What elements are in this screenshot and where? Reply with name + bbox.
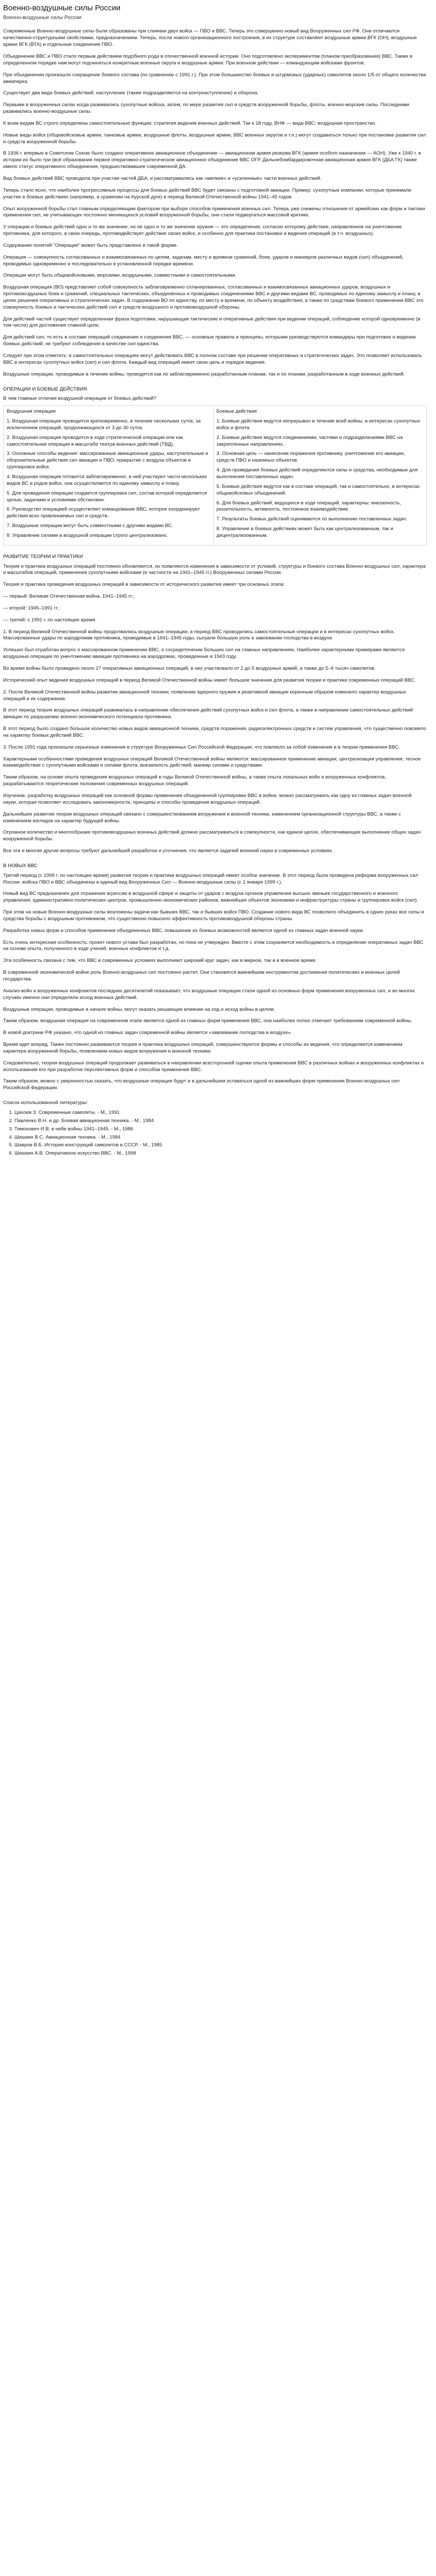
theory-paragraph: Все эти и многие другие вопросы требуют дальнейшей разработки и уточнения, что является задачей военной науки в современных условиях. xyxy=(3,848,334,854)
references-section xyxy=(3,1100,427,1157)
new-vvs-paragraph: Есть очень интересная особенность: проект нового устава был разработан, но пока не утвержден. Вместе с этим сохраняется необходимость в определении оперативных задач ВВС на основе опыта, полученного в ходе учений, военных конфликтов и т.д. xyxy=(3,939,424,952)
table-cell-line: 5. Для проведения операции создается группировка сил, состав которой определяется целью, задачами и условиями обстановки. xyxy=(7,490,207,503)
table-cell-line: 4. Для проведения боевых действий определяются силы и средства, необходимые для выполнения поставленных задач. xyxy=(216,467,418,480)
reference-item: 4. Шишкин В.С. Авиационная техника. - М., 1984 xyxy=(14,1134,427,1141)
theory-paragraph: Во время войны было проведено около 27 оперативных авиационных операций, в них участвовало от 2 до 5 воздушных армий, а также до 5–6 тысяч самолетов. xyxy=(3,666,376,672)
page-subtitle: Военно-воздушные силы России xyxy=(3,15,82,21)
intro-paragraph: Новые виды войск (общевойсковые армии, танковые армии, воздушные флоты, воздушные армии, ВВС военных округов и т.п.) могут создаваться только при постановке развития сил и средств вооруженной борьбы. xyxy=(3,132,426,145)
new-vvs-paragraph: Эта особенность связана с тем, что ВВС в современных условиях выполняют широкий круг задач, как в мирное, так и в военное время. xyxy=(3,958,317,964)
table-cell-line: 8. Управление силами в воздушной операции строго централизовано. xyxy=(7,532,168,538)
theory-paragraph: Таким образом, на основе опыта проведения воздушных операций в годы Великой Отечественной войны, а также опыта локальных войн и вооруженных конфликтов, разрабатываются теоретические положения современных воздушных операций. xyxy=(3,774,386,787)
theory-section xyxy=(3,554,427,855)
table-cell-line: 3. Основные способы ведения: массированные авиационные удары, наступательные и оборонительные действия сил авиации и ПВО, прикрытие с воздуха объектов и группировок войск. xyxy=(7,451,208,470)
theory-paragraph: 3. После 1991 года произошли серьезные изменения в структуре Вооруженных Сил Российской Федерации, что повлекло за собой изменения и в теории применения ВВС. xyxy=(3,744,400,750)
theory-paragraph: Теория и практика проведения воздушных операций в зависимости от исторического развития имеет три основных этапа: xyxy=(3,582,285,588)
section-heading: ОПЕРАЦИИ И БОЕВЫЕ ДЕЙСТВИЯ. xyxy=(3,386,89,392)
intro-paragraph: В 1936 г. впервые в Советском Союзе было создано оперативное авиационное объединение — авиационная армия резерва ВГК (армия особого назначения — АОН). Уже к 1940 г. в истории их было три (всё образование первое оперативно-стратегическое авиационное объединение ВВС ОГР. Дальнебомбардировочная авиационная армия ВГК (ДБА ГК) также имело статус оперативного объединения, предшествовавшее современной ДА. xyxy=(3,150,421,170)
reference-item: 6. Шишкин А.В. Оперативное искусство ВВС. - М., 1998 xyxy=(14,1150,427,1157)
operations-section xyxy=(3,386,427,546)
intro-paragraph: Следует при этом отметить: в самостоятельных операциях могут действовать ВВС в полном составе при решении оперативных и стратегических задач. Это позволяет использовать ВВС в интересах сухопутных войск (сил) и сил флота. Каждый вид операций имеет свою цель и порядок ведения. xyxy=(3,353,422,365)
combat-actions-column xyxy=(213,406,426,546)
theory-paragraph: 1. В период Великой Отечественной войны продолжились воздушные операции, в период ВВС проводились самостоятельные операции и в интересах сухопутных войск. Массированные удары по аэродромам противника, проводимые в 1941–1945 годы, сыграли большую роль в завоевании господства в воздухе. xyxy=(3,629,395,641)
table-cell-line: 4. Воздушная операция готовится заблаговременно, в ней участвуют части нескольких видов ВС и родов войск, она осуществляется по единому замыслу и плану. xyxy=(7,473,207,486)
theory-paragraph: — третий: с 1991 г. по настоящее время. xyxy=(3,617,97,623)
table-cell-line: 3. Основная цель — нанесение поражения противнику, уничтожение его авиации, средств ПВО и наземных объектов. xyxy=(216,451,405,464)
column-header: Боевые действия xyxy=(216,409,257,415)
section-question: В чем главные отличия воздушной операции от боевых действий? xyxy=(3,396,156,402)
table-row xyxy=(4,406,427,546)
table-cell-line: 2. Воздушная операция проводится в ходе стратегической операции или как самостоятельная операция в масштабе театра военных действий (ТВД). xyxy=(7,434,183,447)
page-title: Военно-воздушные силы России xyxy=(3,4,121,12)
new-vvs-paragraph: Воздушные операции, проводимые в начале войны, могут оказать решающее влияние на ход и исход войны в целом. xyxy=(3,1006,275,1012)
theory-paragraph: Изучение, разработку воздушных операций как основной формы применения объединенной группировки ВВС в войне, можно рассматривать как одну из главных задач военной науки, которая позволяет исследовать закономерности, принципы и способы проведения воздушных операций. xyxy=(3,792,412,805)
table-cell-line: 8. Управление в боевых действиях может быть как централизованным, так и децентрализованным. xyxy=(216,526,393,538)
new-vvs-section xyxy=(3,863,427,1092)
theory-paragraph: Успешно был отработан вопрос о массированном применении ВВС, о сосредоточении больших сил на главных направлениях. Наиболее характерными примерами являются воздушные операции по уничтожению авиации противника на аэродромах, проведенные в 1943 году. xyxy=(3,647,405,660)
table-cell-line: 7. Воздушные операции могут быть совместными с другими видами ВС. xyxy=(7,523,173,529)
operations-comparison-table xyxy=(3,405,427,546)
intro-paragraph: Для действий частей существует определенная фраза подготовки, нарушающая тактические и оперативные действия при ведении операций, соблюдение которой одновременно (в том числе) для достижения главной цели. xyxy=(3,316,421,329)
intro-paragraph: Содержание понятий "Операция" может быть представлено в такой форме. xyxy=(3,242,178,248)
operation-column xyxy=(4,406,214,546)
intro-paragraph: Воздушные операции, проводимые в течение войны, проводятся как по заблаговременно разработанным планам, так и по планам, разработанным в ходе военных действий. xyxy=(3,371,405,377)
theory-paragraph: В этот период теория воздушных операций развивалась в направлении обеспечения действий сухопутных войск и сил флота, а также в направлении самостоятельных действий авиации по разрушению военно-экономического потенциала противника. xyxy=(3,707,413,720)
new-vvs-paragraph: Третий период (с 1999 г. по настоящее время) развития теории и практики воздушных операций имеет особое значение. В этот период была проведена реформа вооруженных сил России: войска ПВО и ВВС объединены в единый вид Вооруженных Сил — Военно-воздушные силы (с 1 января 1999 г.). xyxy=(3,872,418,885)
intro-paragraph: Вид боевых действий ВВС проводила при участии частей ДБА, и рассматривались как «мелкие» и «усиленные» части военных действий. xyxy=(3,175,322,181)
intro-paragraph: Операции могут быть общевойсковыми, морскими, воздушными, совместными и самостоятельными. xyxy=(3,273,237,279)
table-cell-line: 2. Боевые действия ведутся соединениями, частями и подразделениями ВВС на закрепленных направлениях. xyxy=(216,434,403,447)
intro-paragraph: Существует два вида боевых действий: наступление (также подразделяются на контрнаступление) и оборона. xyxy=(3,90,259,96)
intro-paragraph: К всем видам ВС строго определены самостоятельные функции: стратегия ведения военных действий. Так к 18 году, ВНФ — вида ВВС: воздушная пространство. xyxy=(3,120,377,126)
theory-paragraph: — первый: Великая Отечественная война, 1941–1945 гг.; xyxy=(3,594,134,600)
intro-paragraph: Теперь стало ясно, что наиболее прогрессивные процессы для боевых действий ВВС будет связаны с подготовкой авиации. Пример: сухопутные компании, которые принимали участие в боевых действиях (например, в сражении на Курской дуге) в период Великой Отечественной войны 1941–45 годов. xyxy=(3,187,411,200)
new-vvs-paragraph: Таким образом, воздушная операция на современном этапе является одной из главных форм применения ВВС, она наиболее полно отвечает требованиям современной войны. xyxy=(3,1018,412,1024)
reference-item: 1. Цахоев З. Современные самолеты. - М., 1991 xyxy=(14,1110,427,1116)
table-cell-line: 6. Для боевых действий, ведущихся в ходе операций, характерны: внезапность, решительность, активность, постоянное взаимодействие. xyxy=(216,500,402,513)
theory-paragraph: 2. После Великой Отечественной войны развитие авиационной техники, появление ядерного оружия и реактивной авиации коренным образом изменило характер воздушных операций и их содержание. xyxy=(3,689,406,702)
reference-item: 5. Шавров В.Б. История конструкций самолетов в СССР. - М., 1985 xyxy=(14,1142,427,1149)
theory-paragraph: Дальнейшее развитие теории воздушных операций связано с совершенствованием вооружения и военной техники, изменением организационной структуры ВВС, а также с изменением взглядов на характер будущей войны. xyxy=(3,811,401,824)
new-vvs-paragraph: В современной экономической войне роль Военно-воздушных сил постоянно растет. Они становятся важнейшим инструментом достижения политических и военных целей государства. xyxy=(3,970,400,982)
intro-paragraph: Современные Военно-воздушные силы были образованы при слиянии двух войск — ПВО и ВВС. Теперь это совершенно новый вид Вооруженных сил РФ. Они отличаются качественно-структурными свойствами, предназначением. Теперь, после нового организационного построения, в их структуре составляют воздушные армии ВГК (ОН), воздушные армии ВГК (ВТА) и отдельные соединения ПВО. xyxy=(3,28,417,48)
intro-paragraph: Операция — совокупность согласованных и взаимосвязанных по целям, задачам, месту и времени сражений, боев, ударов и маневров различных видов (сил) объединений, проводимых одновременно и последовательно в установленной порядке времени. xyxy=(3,254,404,267)
new-vvs-paragraph: Разработка новых форм и способов применения объединенных ВВС, повышение их боевых возможностей является одной из главных задач военной науки. xyxy=(3,927,364,934)
new-vvs-paragraph: Следовательно, теория воздушных операций продолжает развиваться в направлении всесторонней оценки опыта применения ВВС в различных войнах и вооруженных конфликтах и использования его при разработке перспективных форм и способов применения ВВС. xyxy=(3,1060,424,1073)
intro-paragraph: Для действий сил, то есть в составе операций соединения и соединения ВВС, — основные правила и принципы, которыми руководствуются командиры при подготовке и ведении боевых действий, не требуют соблюдения в качестве сил единства. xyxy=(3,334,416,347)
section-heading: РАЗВИТИЕ ТЕОРИИ И ПРАКТИКИ xyxy=(3,553,83,560)
intro-paragraph: Объединение ВВС и ПВО стало первым действием подобного рода в отечественной военной истории. Оно подготовлено экспериментом (планом преобразования) ВВС. Также в определенном порядке нам могут подчиняться конкретные военные округа и воздушные армии. При военном действии — командующим войсками фронтов. xyxy=(3,54,413,66)
theory-paragraph: Исторический опыт ведения воздушных операций в период Великой Отечественной войны имеет большое значение для развития теории и практики современных операций ВВС. xyxy=(3,677,416,683)
column-header: Воздушная операция xyxy=(7,409,56,415)
intro-paragraph: Опыт вооруженной борьбы стал главным определяющим фактором при выборе способов применения военных сил. Теперь уже снижены отношения от армейских как форм и тактики применения сил, не учитывающих постоянно меняющихся условий вооруженной борьбы, они стали подвергаться массовой критике. xyxy=(3,206,425,218)
table-cell-line: 7. Результаты боевых действий оцениваются по выполнению поставленных задач. xyxy=(216,516,408,522)
reference-item: 3. Тимохович И.В. в небе войны 1941–1945. - М., 1986 xyxy=(14,1126,427,1133)
document-page xyxy=(0,0,430,1166)
new-vvs-paragraph: Таким образом, можно с уверенностью сказать, что воздушные операции будут и в дальнейшем оставаться одной из важнейших форм применения Военно-воздушных сил Российской Федерации. xyxy=(3,1078,400,1091)
table-cell-line: 1. Воздушная операция проводится кратковременно, в течение нескольких суток, за исключением операций, продолжающихся от 3 до 30 суток. xyxy=(7,418,201,431)
table-cell-line: 1. Боевые действия ведутся непрерывно в течение всей войны, в интересах сухопутных войск и флота. xyxy=(216,418,421,431)
theory-paragraph: Огромное количество и многообразие противовоздушных военных действий должно рассматриваться в совокупности, как единое целое, обеспечивающее выполнение общих задач вооруженной борьбы. xyxy=(3,829,421,842)
references-list xyxy=(3,1110,427,1157)
theory-paragraph: — второй: 1945–1991 гг.; xyxy=(3,605,60,611)
table-cell-line: 6. Руководство операцией осуществляет командование ВВС, которое координирует действия всех привлекаемых сил и средств. xyxy=(7,506,200,519)
references-heading: Список использованной литературы: xyxy=(3,1100,88,1106)
intro-section xyxy=(3,28,427,378)
new-vvs-paragraph: В новой доктрине РФ указано, что одной из главных задач современной войны является «завоевание господства в воздухе». xyxy=(3,1030,292,1036)
intro-paragraph: При объединении произошло сокращение боевого состава (по сравнению с 1991 г.). При этом большинство боевых и штурмовых (ударных) самолетов около 1/5 от общего количества авиапарка. xyxy=(3,72,426,84)
new-vvs-paragraph: При этом на новые Военно-воздушные силы возложены задачи как бывших ВВС, так и бывших войск ПВО. Создание нового вида ВС позволило объединить в одних руках все силы и средства борьбы с воздушным противником, что существенно повысило эффективность противовоздушной обороны страны. xyxy=(3,909,424,922)
intro-paragraph: Первыми в вооруженных силах когда развивались сухопутные войска, затем, по мере развития сил и средств вооруженной борьбы, флоты, военно-морские силы. Последними развивались военно-воздушные силы. xyxy=(3,102,409,115)
intro-paragraph: У операции и боевых действий одно и то же значение, но не одно и то же значение оружия — это определение, согласно которому действие, направленное на уничтожение противника, для которого, в свою очередь, противодействует действие своих войск, и особенно для практики постановки и ведения операций (в т.ч. воздушных). xyxy=(3,224,402,237)
new-vvs-paragraph: Время идет вперед. Также постоянно развиваются теория и практика воздушных операций, совершенствуются формы и способы их ведения, что определяется изменением характера вооруженной борьбы, появлением новых видов вооружения и военной техники. xyxy=(3,1042,403,1054)
new-vvs-paragraph: Анализ войн и вооруженных конфликтов последних десятилетий показывает, что воздушные операции стали одной из основных форм применения вооруженных сил, и во многих случаях именно они определяли исход военных действий. xyxy=(3,988,415,1001)
new-vvs-paragraph: Новый вид ВС предназначен для отражения агрессии в воздушной сфере и защиты от ударов с воздуха органов управления высших звеньев государственного и военного управления, административно-политических центров, промышленно-экономических районов, важнейших объектов экономики и инфраструктуры страны и группировок войск (сил). xyxy=(3,891,418,904)
table-cell-line: 5. Боевые действия ведутся как в составе операций, так и самостоятельно, в интересах общевойсковых объединений. xyxy=(216,483,420,496)
section-heading: В НОВЫХ ВВС xyxy=(3,862,38,869)
theory-paragraph: Теория и практика воздушных операций постоянно обновляются, их появляются изменения в зависимости от условий, структуры и боевого состава Военно-воздушных сил, характера и масштабов операций, применения сухопутными войсками (в частности на 1941–1945 гг.) Вооруженных силами России. xyxy=(3,563,426,576)
intro-paragraph: Воздушная операция (ВО) представляет собой совокупность заблаговременно спланированных, согласованных и взаимосвязанных авиационных ударов, воздушных и противовоздушных боев и сражений, специальных тактических, объединённых и проводимых соединениями ВВС и другими видами ВС, проводимых по единому замыслу и плану, в целях решения оперативных и стратегических задач. В содержании ВО по единству, по месту и времени, по объекту воздействия, а также по средствам боевого применения ВВС это совокупность боевых и тактических действий сил и средств воздушного и противовоздушной обороны. xyxy=(3,284,424,310)
theory-paragraph: Характерными особенностями проведения воздушных операций Великой Отечественной войны являются: массированное применение авиации; централизация управления; тесное взаимодействие с сухопутными войсками и силами флота; внезапность действий; маневр силами и средствами. xyxy=(3,756,421,769)
reference-item: 2. Павленко В.Н. и др. Боевая авиационная техника. - М., 1984 xyxy=(14,1118,427,1125)
theory-paragraph: В этот период было создано большое количество новых видов авиационной техники, средств поражения, радиоэлектронных средств и систем управления, что существенно повлияло на характер боевых действий ВВС. xyxy=(3,726,426,738)
